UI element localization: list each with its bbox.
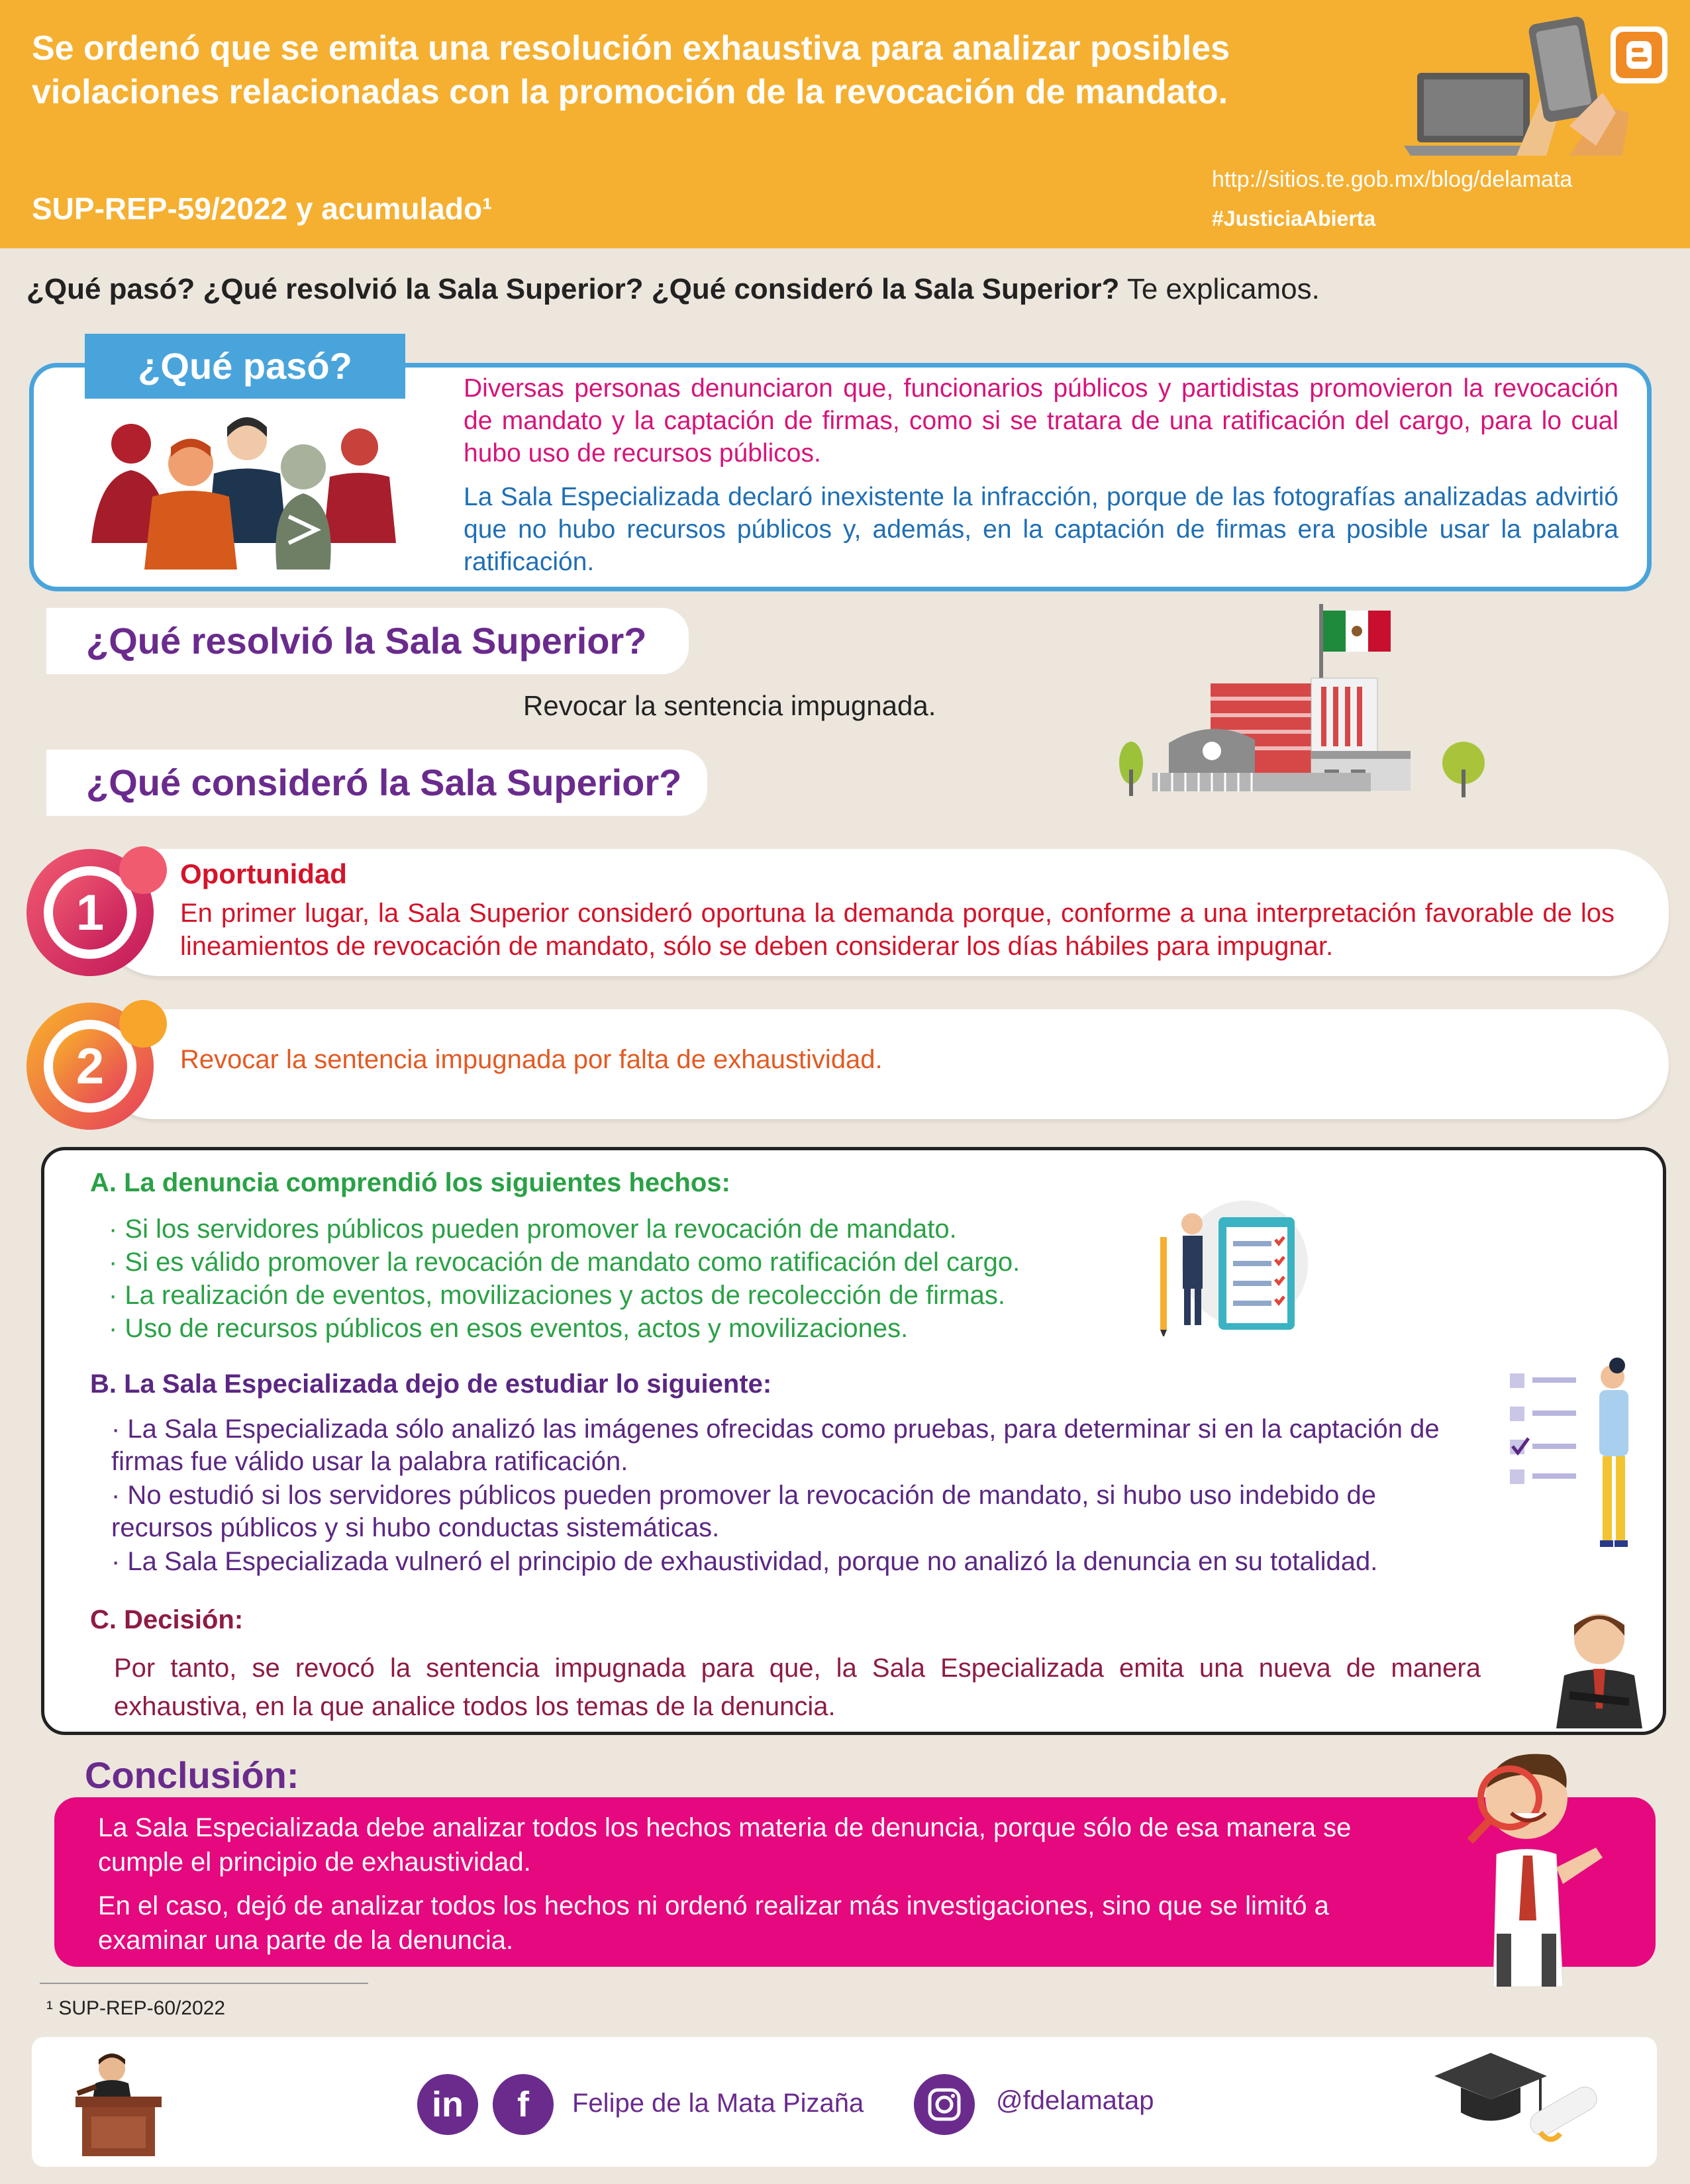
number-2: 2 [75, 1038, 105, 1095]
facebook-icon[interactable]: f [493, 2074, 554, 2135]
intro-line [26, 273, 1320, 306]
section-b-item: · La Sala Especializada sólo analizó las imágenes ofrecidas como pruebas, para determinar si en la captación de firmas fue válido usar la palabra ratificación. [111, 1415, 1440, 1476]
section-c-heading: C. Decisión: [90, 1605, 244, 1634]
intro-questions: ¿Qué pasó? ¿Qué resolvió la Sala Superior? ¿Qué consideró la Sala Superior? [26, 273, 1120, 305]
instagram-handle: @fdelamatap [996, 2086, 1154, 2115]
blogger-icon[interactable] [1611, 26, 1667, 83]
instagram-icon[interactable] [914, 2074, 975, 2135]
que-paso-label: ¿Qué pasó? [85, 334, 405, 399]
footnote-rule [40, 1983, 368, 1984]
que-paso-text-ruling: La Sala Especializada declaró inexistente la infracción, porque de las fotografías analizadas advirtió que no hubo recursos públicos y, además, en la captación de firmas era posible usar la palabra ratificación. [464, 483, 1618, 576]
que-resolvio-text: Revocar la sentencia impugnada. [523, 690, 936, 721]
section-a-item: · Uso de recursos públicos en esos eventos, actos y movilizaciones. [109, 1314, 909, 1343]
mexican-flag-icon [1323, 611, 1391, 652]
linkedin-icon[interactable]: in [417, 2074, 478, 2135]
section-a-item: · La realización de eventos, movilizaciones y actos de recolección de firmas. [109, 1281, 1005, 1310]
graduation-cap-icon [1428, 2046, 1613, 2159]
businessman-illustration [1550, 1603, 1649, 1728]
item-1-title: Oportunidad [180, 858, 347, 889]
author-name: Felipe de la Mata Pizaña [572, 2089, 864, 2118]
court-building-illustration [1113, 604, 1497, 803]
item-2-text: Revocar la sentencia impugnada por falta de exhaustividad. [180, 1045, 883, 1074]
section-a-heading: A. La denuncia comprendió los siguientes hechos: [90, 1168, 730, 1197]
magnifier-man-illustration [1457, 1735, 1629, 1987]
people-group-illustration [78, 411, 422, 570]
judge-illustration [62, 2050, 175, 2156]
que-paso-text-complaint: Diversas personas denunciaron que, funcionarios públicos y partidistas promovieron la revocación de mandato y la captación de firmas, como si se tratara de una ratificación del cargo, para lo cual hubo uso de recursos públicos. [464, 374, 1618, 468]
conclusion-text-2: En el caso, dejó de analizar todos los hechos ni ordenó realizar más investigaciones, sino que se limitó a examinar una parte de la denuncia. [98, 1891, 1329, 1955]
intro-tail: Te explicamos. [1119, 273, 1320, 305]
section-c-text: Por tanto, se revocó la sentencia impugnada para que, la Sala Especializada emita una nueva de manera exhaustiva, en la que analice todos los temas de la denuncia. [114, 1654, 1481, 1721]
page-title: Se ordenó que se emita una resolución exhaustiva para analizar posibles violaciones relacionadas con la promoción de la revocación de mandato. [32, 29, 1230, 111]
case-number: SUP-REP-59/2022 y acumulado¹ [32, 191, 493, 226]
section-b-heading: B. La Sala Especializada dejo de estudiar lo siguiente: [90, 1369, 772, 1399]
blog-link[interactable]: http://sitios.te.gob.mx/blog/delamata [1212, 167, 1573, 192]
section-a-item: · Si es válido promover la revocación de mandato como ratificación del cargo. [109, 1248, 1020, 1277]
section-b-item: · No estudió si los servidores públicos pueden promover la revocación de mandato, si hubo uso indebido de recursos públicos y si hubo conductas sistemáticas. [111, 1481, 1377, 1542]
footnote: ¹ SUP-REP-60/2022 [46, 1997, 226, 2019]
laptop-phone-illustration [1404, 13, 1629, 166]
number-1-badge [24, 840, 170, 979]
conclusion-heading: Conclusión: [85, 1754, 299, 1796]
conclusion-text-1: La Sala Especializada debe analizar todos los hechos materia de denuncia, porque sólo de esa manera se cumple el principio de exhaustividad. [98, 1813, 1352, 1877]
section-a-item: · Si los servidores públicos pueden promover la revocación de mandato. [109, 1215, 957, 1244]
que-considero-heading: ¿Qué consideró la Sala Superior? [46, 750, 707, 816]
number-2-badge [24, 993, 170, 1132]
hashtag: #JusticiaAbierta [1212, 207, 1376, 230]
checklist-man-illustration [1152, 1197, 1311, 1336]
number-1: 1 [75, 885, 105, 941]
que-resolvio-heading: ¿Qué resolvió la Sala Superior? [46, 608, 689, 674]
item-1-text: En primer lugar, la Sala Superior consideró oportuna la demanda porque, conforme a una interpretación favorable de los lineamientos de revocación de mandato, sólo se deben considerar los días hábiles para impugnar. [180, 899, 1615, 961]
section-b-item: · La Sala Especializada vulneró el principio de exhaustividad, porque no analizó la denuncia en su totalidad. [111, 1547, 1378, 1576]
checklist-woman-illustration [1503, 1340, 1649, 1565]
